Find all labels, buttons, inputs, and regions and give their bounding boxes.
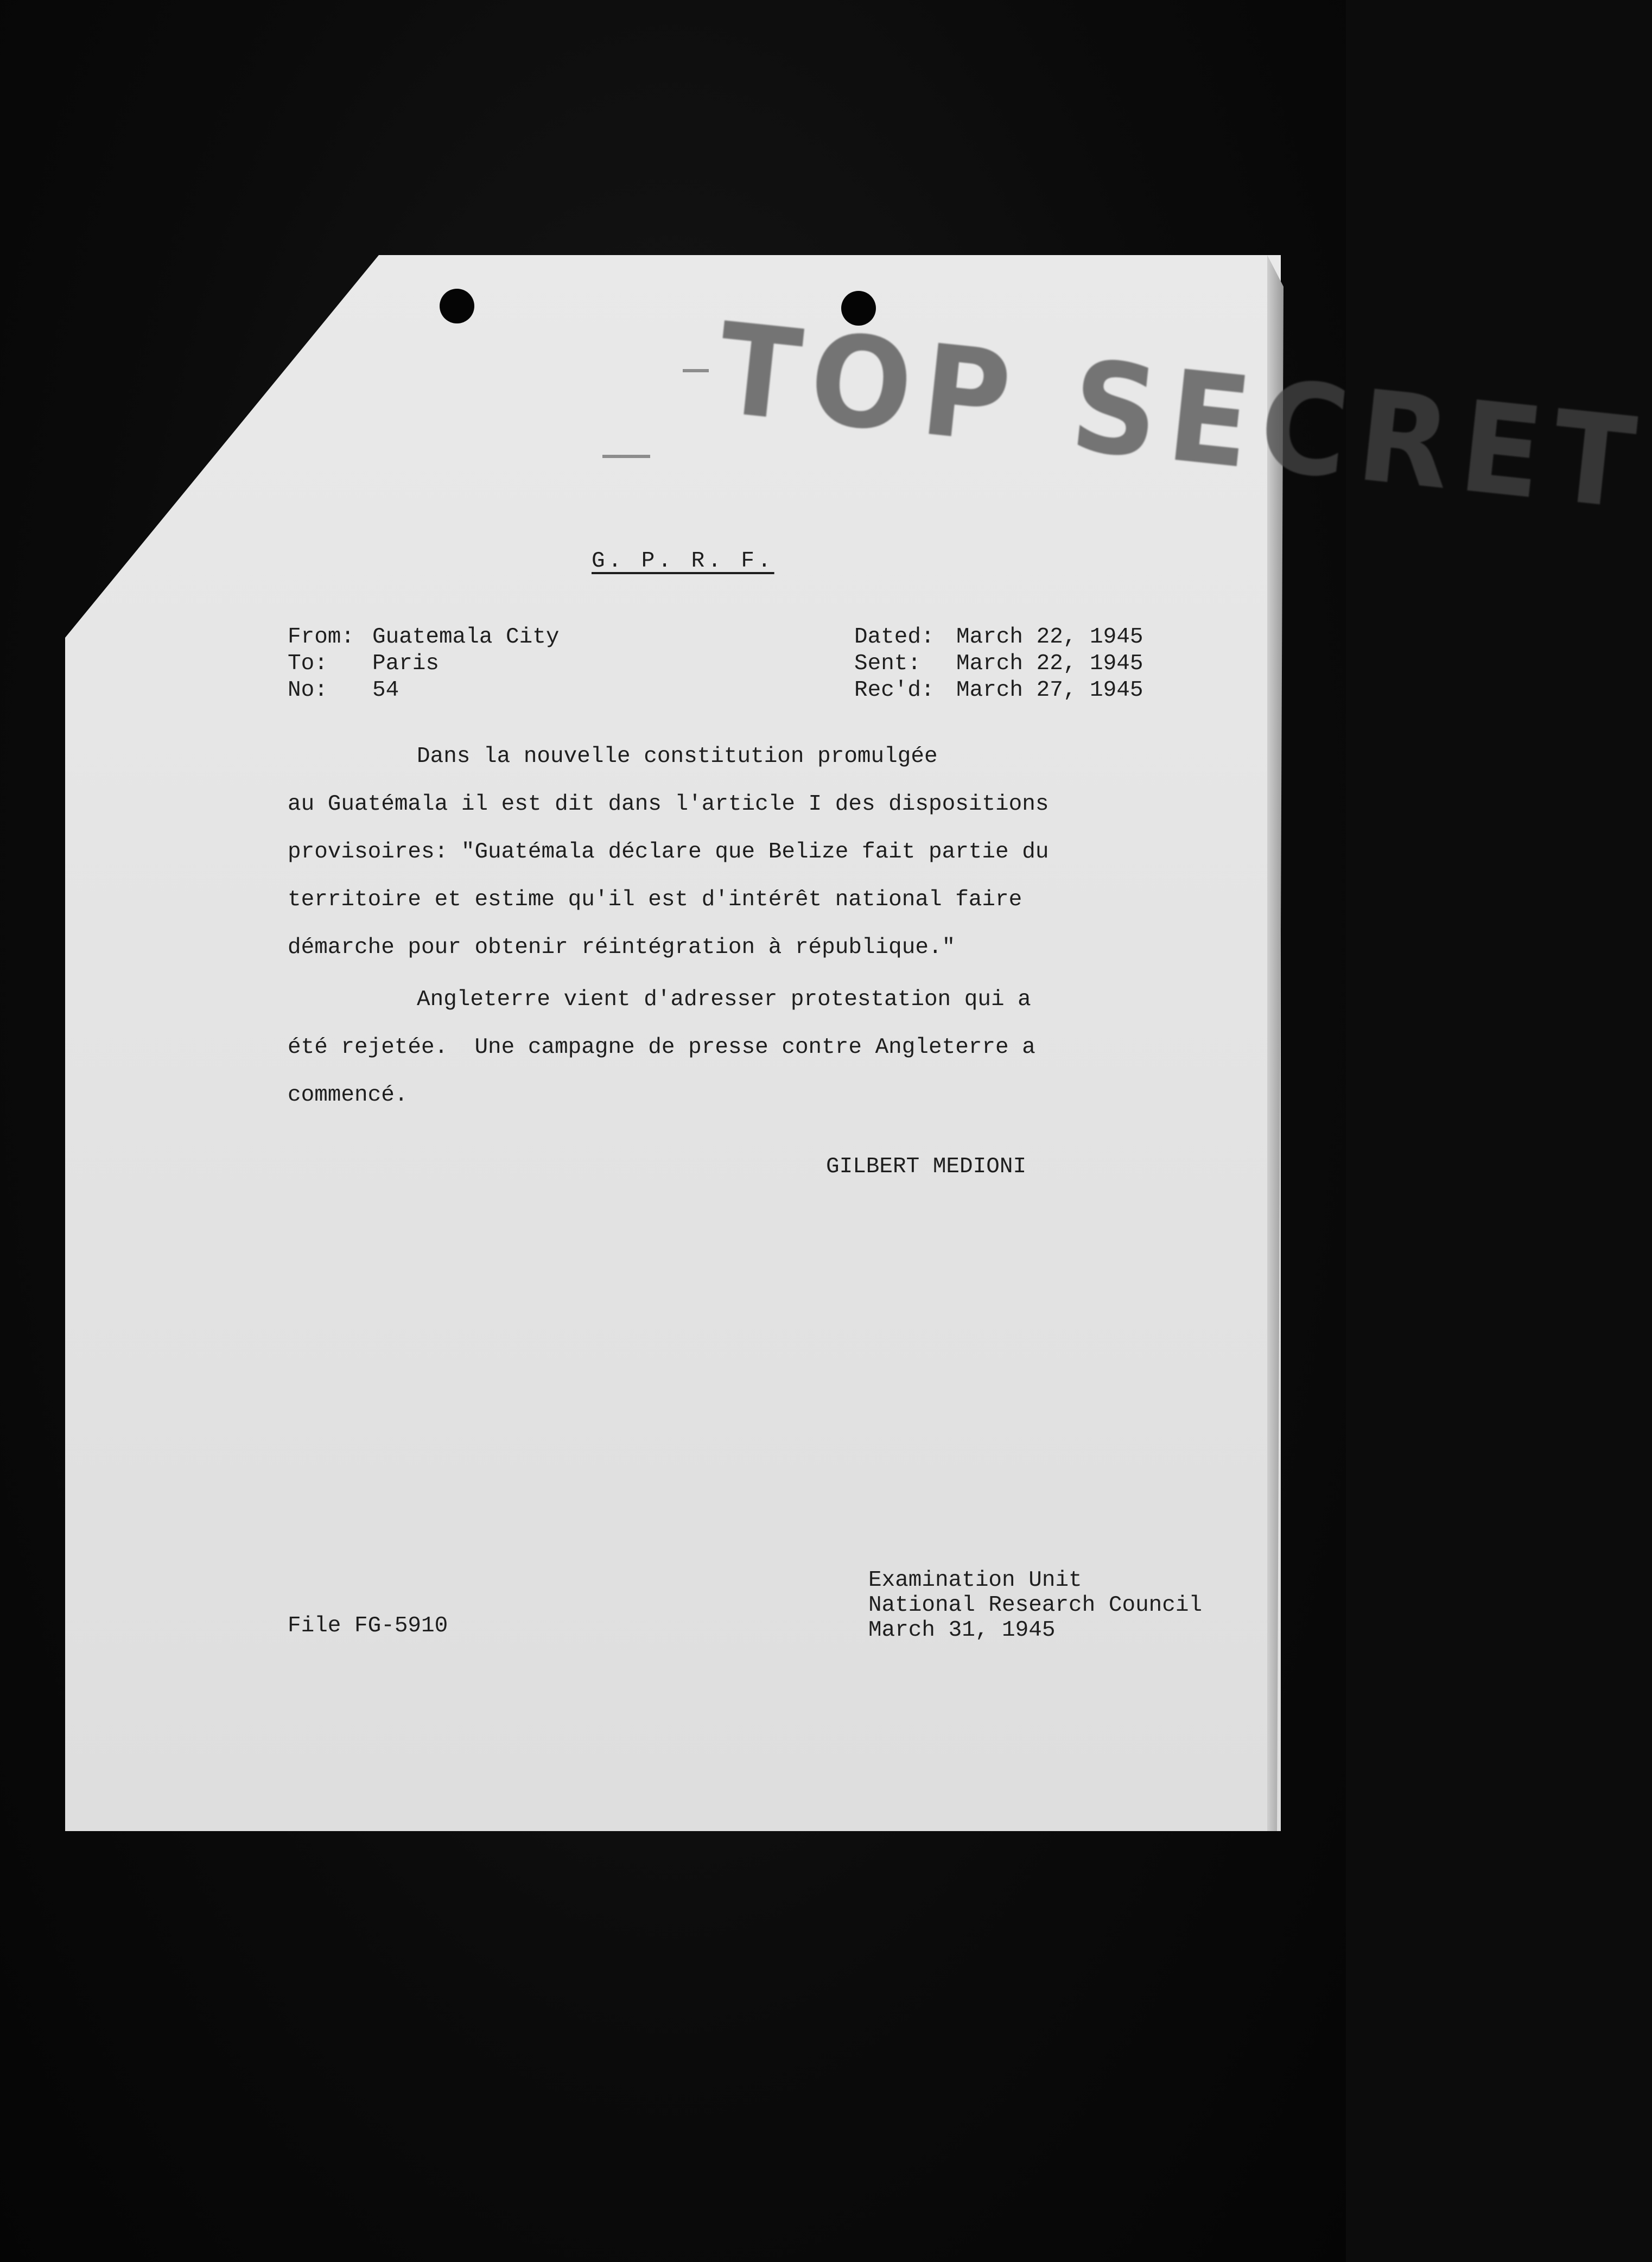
to-label: To:: [288, 651, 328, 676]
footer-council: National Research Council: [868, 1593, 1203, 1618]
dated-value: March 22, 1945: [956, 625, 1143, 650]
recd-label: Rec'd:: [854, 678, 935, 703]
body-line-3: provisoires: "Guatémala déclare que Belize fait partie du: [288, 840, 1049, 865]
body-line-8: commencé.: [288, 1083, 408, 1108]
body-line-6: Angleterre vient d'adresser protestation qui a: [417, 987, 1031, 1012]
body-line-2: au Guatémala il est dit dans l'article I des dispositions: [288, 792, 1049, 817]
body-line-4: territoire et estime qu'il est d'intérêt national faire: [288, 887, 1022, 912]
from-label: From:: [288, 625, 355, 650]
footer-unit: Examination Unit: [868, 1568, 1082, 1593]
no-value: 54: [372, 678, 399, 703]
no-label: No:: [288, 678, 328, 703]
body-line-5: démarche pour obtenir réintégration à république.": [288, 935, 956, 960]
recd-value: March 27, 1945: [956, 678, 1143, 703]
body-line-7: été rejetée. Une campagne de presse contre Angleterre a: [288, 1035, 1035, 1060]
signature: GILBERT MEDIONI: [826, 1154, 1027, 1179]
file-reference: File FG-5910: [288, 1613, 448, 1638]
stamp-dash-upper: [683, 369, 709, 372]
to-value: Paris: [372, 651, 440, 676]
document-title: G. P. R. F.: [592, 549, 774, 574]
sent-value: March 22, 1945: [956, 651, 1143, 676]
top-secret-stamp: TOP SECRET: [711, 295, 1652, 538]
body-line-1: Dans la nouvelle constitution promulgée: [417, 744, 938, 769]
stamp-dash-lower: [602, 455, 650, 458]
punch-hole-left: [440, 289, 474, 323]
sent-label: Sent:: [854, 651, 922, 676]
footer-date: March 31, 1945: [868, 1618, 1056, 1643]
dated-label: Dated:: [854, 625, 935, 650]
from-value: Guatemala City: [372, 625, 560, 650]
